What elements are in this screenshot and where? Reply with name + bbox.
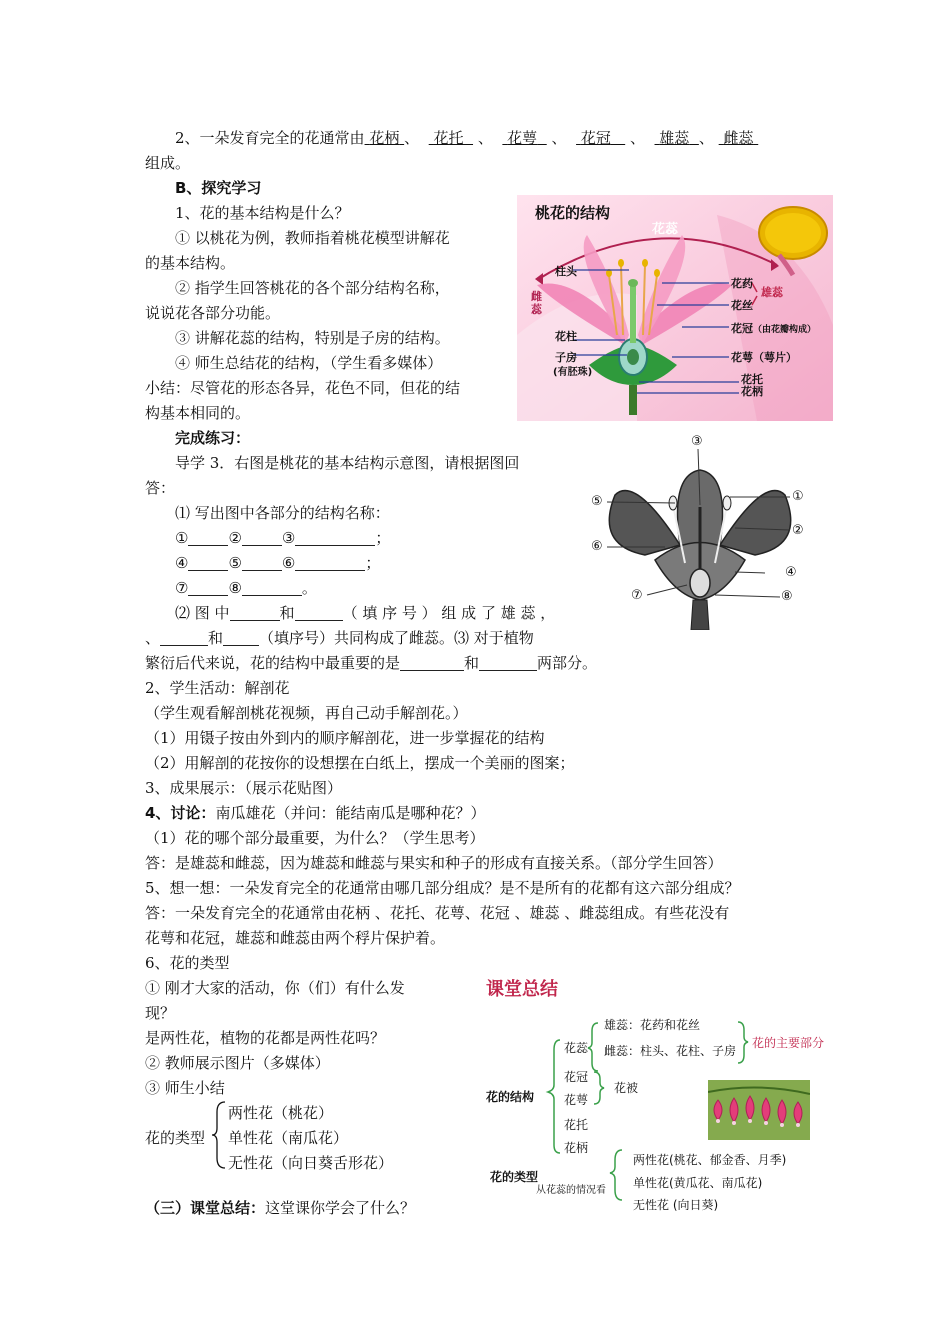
b1-step2a: ② 指学生回答桃花的各个部分结构名称， [175,279,450,297]
cs-xiongrui: 雄蕊：花药和花丝 [604,1018,701,1032]
cs-structure: 花的结构 [486,1090,535,1104]
answer-2: 花托 [433,129,464,147]
blank-13[interactable] [400,654,464,671]
peach-huasi-label: 花丝 [731,299,753,312]
blank-8[interactable] [242,579,302,596]
act-step1: （1）用镊子按由外到内的顺序解剖花，进一步掌握花的结构 [145,729,545,747]
blank-9[interactable] [230,604,280,621]
peach-huayao-label: 花药 [731,277,753,290]
diag-label-7: ⑦ [631,588,643,603]
types-l1b: 现？ [145,1004,176,1022]
think-a1: 答：一朵发育完全的花通常由花柄 、花托、花萼、花冠 、雄蕊 、雌蕊组成。有些花没有 [145,904,730,922]
discuss-line: 4、讨论：南瓜雄花（并问：能结南瓜是哪种花？） [145,804,486,822]
peach-xiongrui-label: 雄蕊 [761,286,783,299]
types-l2: 是两性花，植物的花都是两性花吗？ [145,1029,386,1047]
cs-cirui: 雌蕊：柱头、花柱、子房 [604,1044,737,1058]
summary1b: 构基本相同的。 [145,404,251,422]
b1-step1b: 的基本结构。 [145,254,236,272]
blank-4[interactable] [188,554,228,571]
types-item-1: 两性花（桃花） [228,1104,334,1122]
think-a2: 花萼和花冠，雄蕊和雌蕊由两个稃片保护着。 [145,929,446,947]
practice-p2a: ⑵ 图 中 和 （ 填 序 号 ） 组 成 了 雄 蕊 ， [175,604,556,622]
answer-6: 雌蕊 [723,129,754,147]
blank-5[interactable] [242,554,282,571]
class-summary-figure [480,975,840,1215]
types-l1a: ① 刚才大家的活动，你（们）有什么发 [145,979,405,997]
practice-row3: ⑦ ⑧ 。 [175,579,317,597]
bleeding-heart-photo-icon [708,1080,810,1140]
act-desc: （学生观看解剖桃花视频，再自己动手解剖花。） [145,704,468,722]
section-b-title: B、探究学习 [175,179,262,197]
practice-p1: ⑴ 写出图中各部分的结构名称： [175,504,390,522]
cs-huae: 花萼 [564,1093,589,1107]
b1-step4: ④ 师生总结花的结构，（学生看多媒体） [175,354,443,372]
cs-from: 从花蕊的情况看 [536,1185,606,1196]
cs-main: 花的主要部分 [752,1036,825,1050]
cs-t3: 无性花 (向日葵) [633,1198,719,1212]
cs-types: 花的类型 [490,1170,539,1184]
cs-huaguan: 花冠 [564,1070,589,1084]
cs-t2: 单性花(黄瓜花、南瓜花) [633,1176,763,1190]
b1-step1a: ① 以桃花为例，教师指着桃花模型讲解花 [175,229,450,247]
peach-huazhu-label: 花柱 [555,330,577,343]
peach-zhutou-label: 柱头 [555,265,577,278]
blank-14[interactable] [479,654,537,671]
cs-huabing: 花柄 [564,1141,589,1155]
diag-label-6: ⑥ [591,539,603,554]
types-brace-icon [211,1100,227,1170]
peach-zifang-label: 子房 [555,351,577,364]
peach-zifang2-label: (有胚珠) [553,367,593,378]
diag-label-8: ⑧ [781,589,793,604]
practice-q3b: 答： [145,479,176,497]
peach-cirui-label: 雌蕊 [531,290,542,316]
peach-huabing-label: 花柄 [741,385,763,398]
blank-3[interactable] [295,529,375,546]
practice-p2b: 、 和 （填序号）共同构成了雌蕊。⑶ 对于植物 [145,629,534,647]
practice-q3a: 导学 3．右图是桃花的基本结构示意图，请根据图回 [175,454,520,472]
b1-step3: ③ 讲解花蕊的结构，特别是子房的结构。 [175,329,450,347]
types-title: 6、花的类型 [145,954,230,972]
b1-step2b: 说说花各部分功能。 [145,304,281,322]
diag-label-2: ② [792,523,804,538]
types-l3: ② 教师展示图片（多媒体） [145,1054,330,1072]
blank-1[interactable] [188,529,228,546]
peach-huaguan-label: 花冠（由花瓣构成） [731,322,817,335]
peach-huatuo-label: 花托 [741,373,763,386]
cs-t1: 两性花(桃花、郁金香、月季) [633,1153,787,1167]
peach-huae-label: 花萼（萼片） [731,351,797,364]
cs-title: 课堂总结 [486,979,558,1000]
peach-structure-figure [517,195,833,421]
q2-cont: 组成。 [145,154,191,172]
peach-huarui-label: 花蕊 [652,222,679,237]
blank-6[interactable] [295,554,365,571]
practice-row2: ④ ⑤ ⑥ ； [175,554,381,572]
cs-huatuo: 花托 [564,1118,589,1132]
q2-line: 2、一朵发育完全的花通常由 花柄 、 花托 、 花萼 、 花冠 、 雄蕊 、 雌蕊 [175,128,758,148]
types-item-3: 无性花（向日葵舌形花） [228,1154,394,1172]
blank-10[interactable] [295,604,343,621]
b1-question: 1、花的基本结构是什么？ [175,204,350,222]
blank-7[interactable] [188,579,228,596]
practice-p3: 繁衍后代来说，花的结构中最重要的是 和 两部分。 [145,654,598,672]
discuss-q1: （1）花的哪个部分最重要，为什么？（学生思考） [145,829,485,847]
diag-label-4: ④ [785,565,797,580]
summary1a: 小结：尽管花的形态各异，花色不同，但花的结 [145,379,461,397]
practice-title: 完成练习： [175,429,251,447]
types-l4: ③ 师生小结 [145,1079,225,1097]
answer-4: 花冠 [580,129,611,147]
cs-huarui: 花蕊 [564,1041,589,1055]
blank-2[interactable] [242,529,282,546]
peach-title: 桃花的结构 [535,204,611,222]
act-title: 2、学生活动：解剖花 [145,679,290,697]
types-label: 花的类型 [145,1129,206,1147]
blank-12[interactable] [223,629,259,646]
diag-label-5: ⑤ [591,494,603,509]
discuss-a1: 答：是雄蕊和雌蕊，因为雄蕊和雌蕊与果实和种子的形成有直接关系。（部分学生回答） [145,854,723,872]
diag-label-3: ③ [691,434,703,449]
diag-label-1: ① [792,489,804,504]
show-line: 3、成果展示：（展示花贴图） [145,779,343,797]
cs-huabei: 花被 [614,1081,639,1095]
act-step2: （2）用解剖的花按你的设想摆在白纸上，摆成一个美丽的图案； [145,754,575,772]
types-item-2: 单性花（南瓜花） [228,1129,349,1147]
practice-row1: ① ② ③ ； [175,529,391,547]
answer-1: 花柄 [369,129,400,147]
blank-11[interactable] [160,629,208,646]
answer-5: 雄蕊 [659,129,690,147]
final-summary: （三）课堂总结：这堂课你学会了什么？ [145,1199,416,1217]
answer-3: 花萼 [507,129,538,147]
flower-section-diagram [585,435,815,630]
think-q: 5、想一想：一朵发育完全的花通常由哪几部分组成？是不是所有的花都有这六部分组成？ [145,879,740,897]
